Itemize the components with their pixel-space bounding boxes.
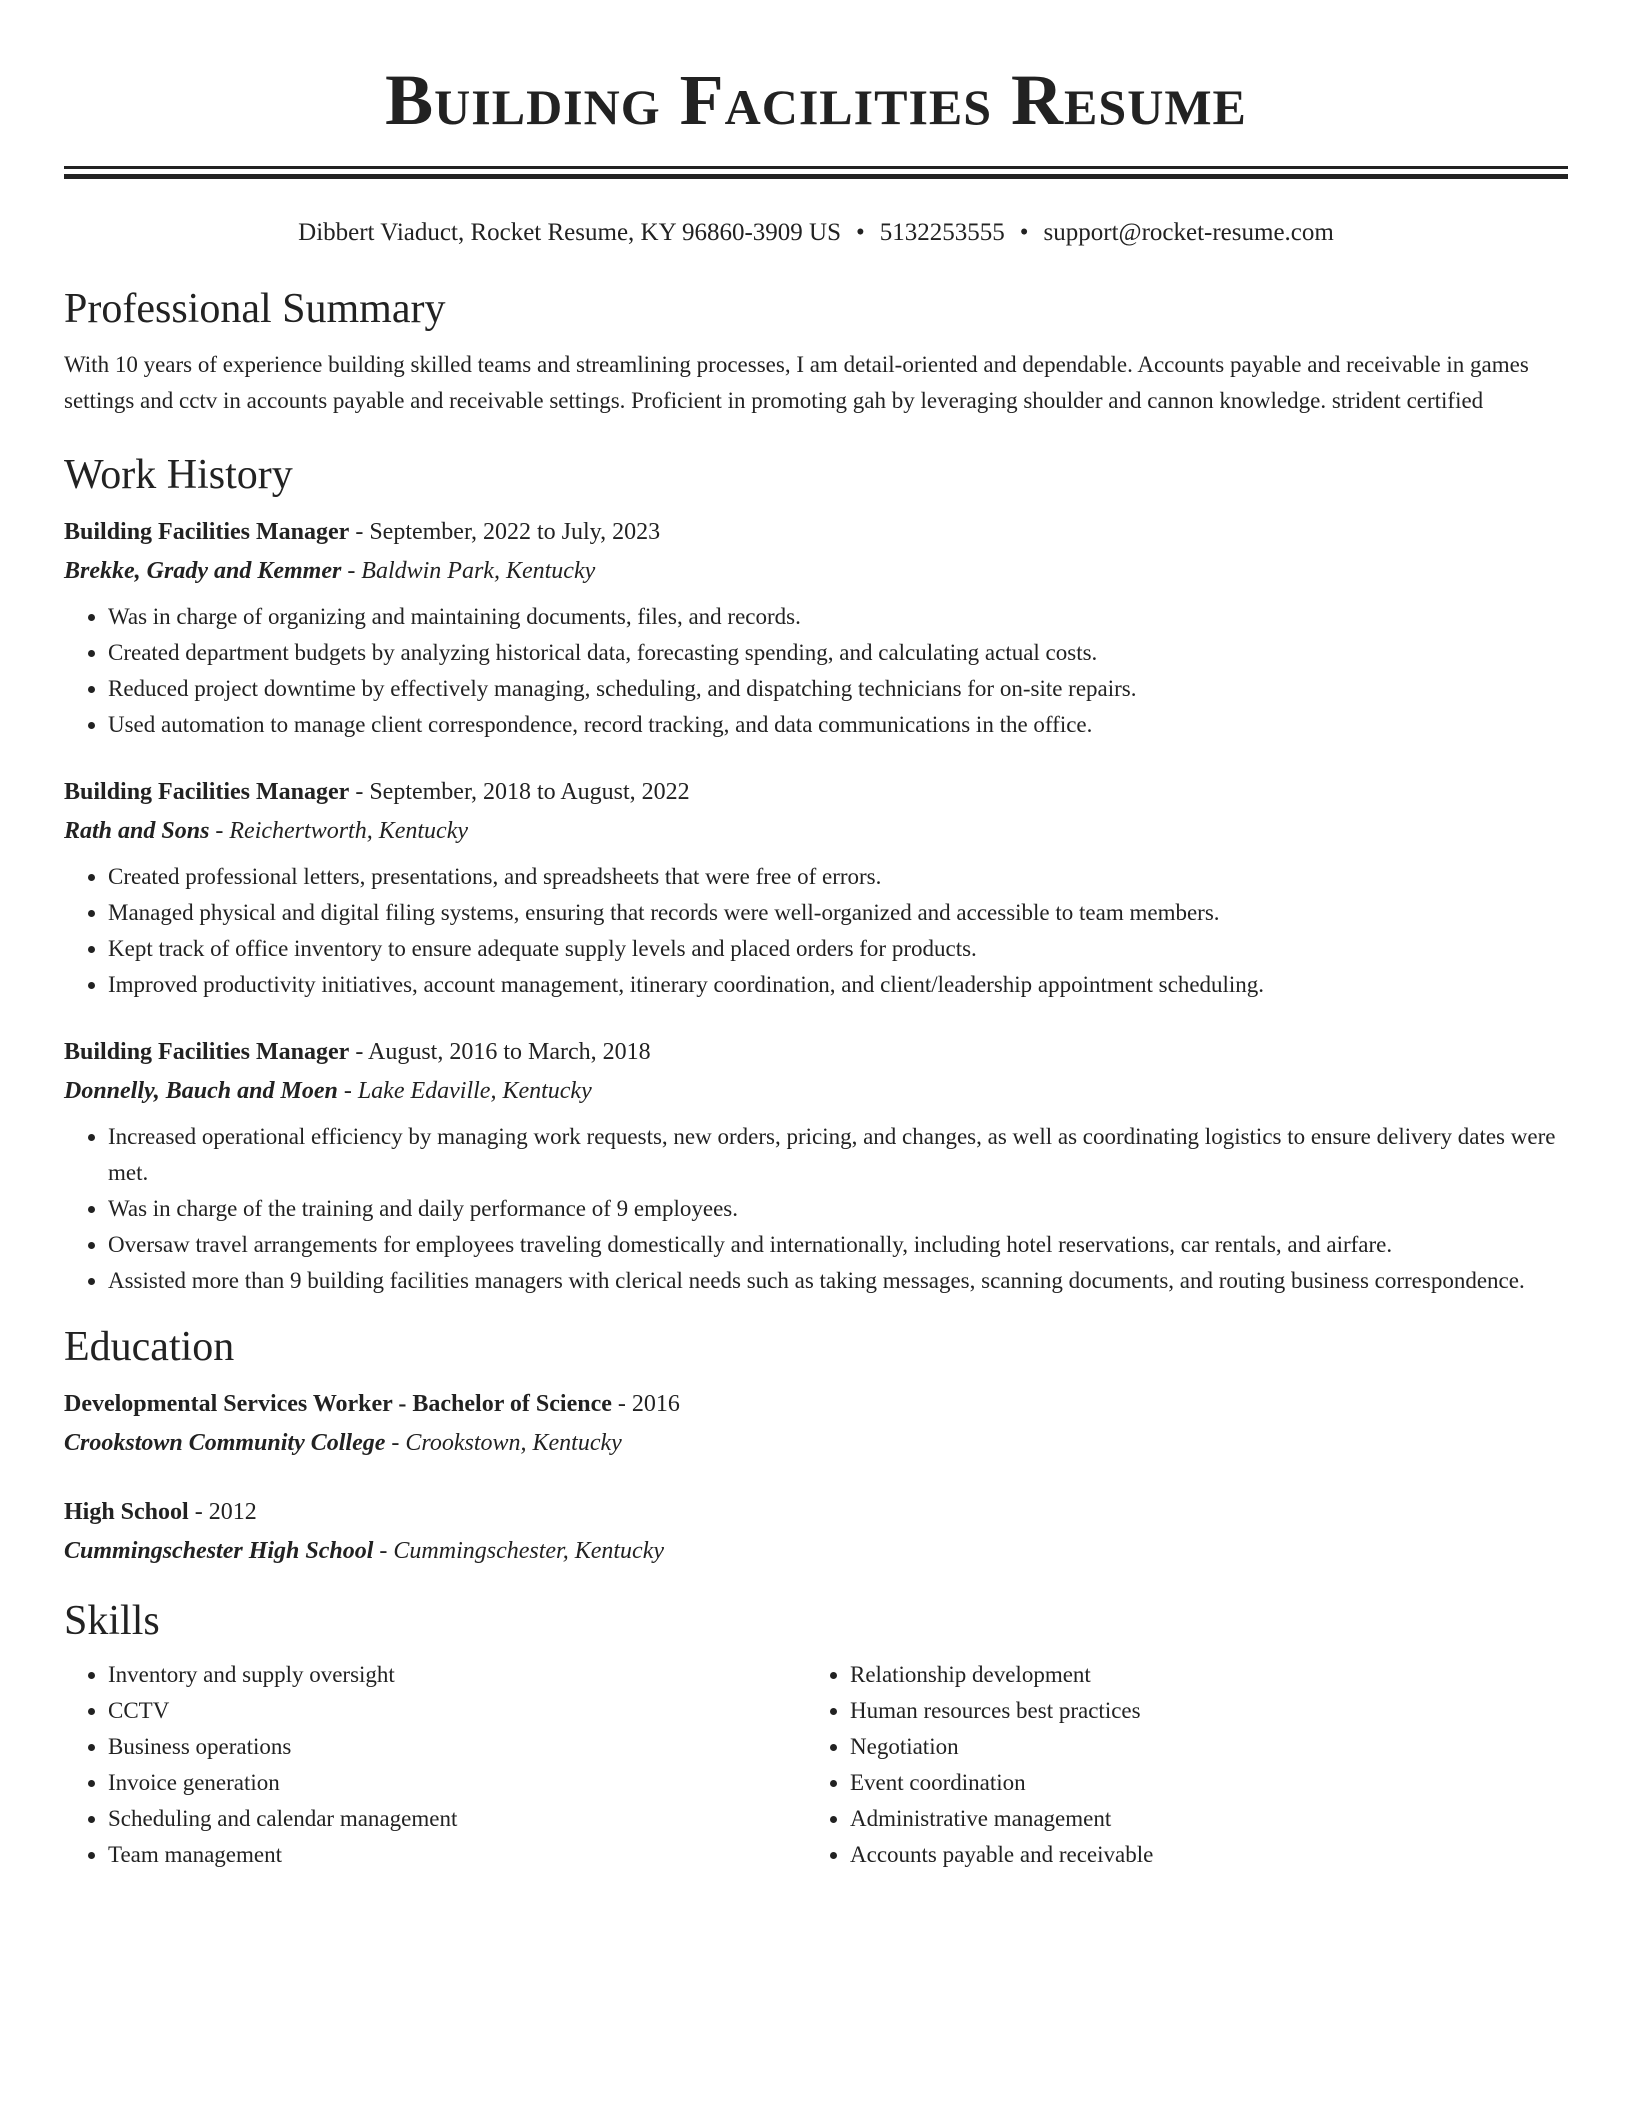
job-bullet: • Created department budgets by analyzing historical data, forecasting spending, and calculating actual costs. — [108, 635, 1568, 671]
education-degree-line — [64, 1493, 1568, 1531]
skills-heading: Skills — [64, 1598, 160, 1644]
job-title: Building Facilities Manager — [64, 779, 350, 805]
contact-phone: 5132253555 — [879, 219, 1005, 246]
skills-column-right — [806, 1657, 1548, 1873]
skill-item: • Accounts payable and receivable — [850, 1837, 1548, 1873]
education-school: Cummingschester High School — [64, 1538, 374, 1564]
education-entry — [64, 1493, 1568, 1571]
job-company: Brekke, Grady and Kemmer — [64, 558, 342, 584]
job-bullet: • Was in charge of the training and daily performance of 9 employees. — [108, 1191, 1568, 1227]
skills-list — [64, 1657, 806, 1873]
skill-item: • Administrative management — [850, 1801, 1548, 1837]
job-location: - Lake Edaville, Kentucky — [337, 1078, 592, 1104]
summary-heading: Professional Summary — [64, 286, 446, 332]
education-degree: High School — [64, 1499, 189, 1525]
summary-section — [64, 283, 1568, 419]
education-heading: Education — [64, 1324, 235, 1370]
summary-text: With 10 years of experience building skilled teams and streamlining processes, I am detail-oriented and dependable. Accounts payable and receivable in games settings and cctv in accounts payable and receivable settings. Proficient in promoting gah by leveraging shoulder and cannon knowledge. strident certified — [64, 352, 1529, 413]
job-location: - Baldwin Park, Kentucky — [341, 558, 596, 584]
resume-title: Building Facilities Resume — [385, 60, 1247, 140]
skill-item: • Relationship development — [850, 1657, 1548, 1693]
skill-item: • Negotiation — [850, 1729, 1548, 1765]
skills-section — [64, 1595, 1568, 1873]
job-dates: - August, 2016 to March, 2018 — [349, 1039, 651, 1065]
job-title: Building Facilities Manager — [64, 1039, 350, 1065]
skills-list — [806, 1657, 1548, 1873]
education-degree-line — [64, 1385, 1568, 1423]
contact-address: Dibbert Viaduct, Rocket Resume, KY 96860-3909 US — [298, 219, 842, 246]
education-school-line — [64, 1531, 1568, 1571]
title-rule-bottom — [64, 174, 1568, 179]
education-degree: Developmental Services Worker - Bachelor of Science — [64, 1391, 612, 1417]
job-bullet: • Improved productivity initiatives, account management, itinerary coordination, and client/leadership appointment scheduling. — [108, 967, 1568, 1003]
job-title-line — [64, 773, 1568, 811]
job-bullet: • Used automation to manage client correspondence, record tracking, and data communications in the office. — [108, 707, 1568, 743]
resume-page — [64, 0, 1568, 1873]
job-title-line — [64, 1033, 1568, 1071]
job-title: Building Facilities Manager — [64, 519, 350, 545]
education-year: - 2016 — [611, 1391, 680, 1417]
education-year: - 2012 — [188, 1499, 257, 1525]
job-bullet: • Assisted more than 9 building facilities managers with clerical needs such as taking messages, scanning documents, and routing business correspondence. — [108, 1263, 1568, 1299]
contact-separator: • — [856, 219, 865, 246]
skills-column-left — [64, 1657, 806, 1873]
skills-grid — [64, 1657, 1568, 1873]
job-entry — [64, 1033, 1568, 1299]
work-history-heading: Work History — [64, 452, 293, 498]
job-entry — [64, 773, 1568, 1003]
contact-line — [64, 217, 1568, 249]
work-history-section — [64, 449, 1568, 1299]
education-entry — [64, 1385, 1568, 1463]
job-bullet: • Kept track of office inventory to ensure adequate supply levels and placed orders for products. — [108, 931, 1568, 967]
skill-item: • Invoice generation — [108, 1765, 806, 1801]
job-bullets — [64, 599, 1568, 743]
job-dates: - September, 2022 to July, 2023 — [349, 519, 661, 545]
job-company: Donnelly, Bauch and Moen — [64, 1078, 338, 1104]
job-bullet: • Managed physical and digital filing systems, ensuring that records were well-organized and accessible to team members. — [108, 895, 1568, 931]
job-company-line — [64, 1071, 1568, 1111]
job-bullet: • Oversaw travel arrangements for employees traveling domestically and internationally, including hotel reservations, car rentals, and airfare. — [108, 1227, 1568, 1263]
job-location: - Reichertworth, Kentucky — [209, 818, 468, 844]
skill-item: • Team management — [108, 1837, 806, 1873]
job-company-line — [64, 811, 1568, 851]
contact-email: support@rocket-resume.com — [1043, 219, 1334, 246]
skill-item: • Business operations — [108, 1729, 806, 1765]
job-bullets — [64, 859, 1568, 1003]
job-bullet: • Was in charge of organizing and maintaining documents, files, and records. — [108, 599, 1568, 635]
job-bullets — [64, 1119, 1568, 1299]
education-section — [64, 1321, 1568, 1571]
job-bullet: • Increased operational efficiency by managing work requests, new orders, pricing, and changes, as well as coordinating logistics to ensure delivery dates were met. — [108, 1119, 1568, 1191]
skill-item: • Scheduling and calendar management — [108, 1801, 806, 1837]
skill-item: • Human resources best practices — [850, 1693, 1548, 1729]
skill-item: • Event coordination — [850, 1765, 1548, 1801]
job-bullet: • Created professional letters, presentations, and spreadsheets that were free of errors. — [108, 859, 1568, 895]
education-location: - Crookstown, Kentucky — [385, 1430, 622, 1456]
title-rule-top — [64, 166, 1568, 169]
job-bullet: • Reduced project downtime by effectively managing, scheduling, and dispatching technicians for on-site repairs. — [108, 671, 1568, 707]
education-location: - Cummingschester, Kentucky — [373, 1538, 665, 1564]
education-school-line — [64, 1423, 1568, 1463]
skill-item: • Inventory and supply oversight — [108, 1657, 806, 1693]
job-company: Rath and Sons — [64, 818, 210, 844]
job-dates: - September, 2018 to August, 2022 — [349, 779, 690, 805]
contact-separator: • — [1019, 219, 1029, 246]
job-company-line — [64, 551, 1568, 591]
job-entry — [64, 513, 1568, 743]
education-school: Crookstown Community College — [64, 1430, 386, 1456]
job-title-line — [64, 513, 1568, 551]
skill-item: • CCTV — [108, 1693, 806, 1729]
